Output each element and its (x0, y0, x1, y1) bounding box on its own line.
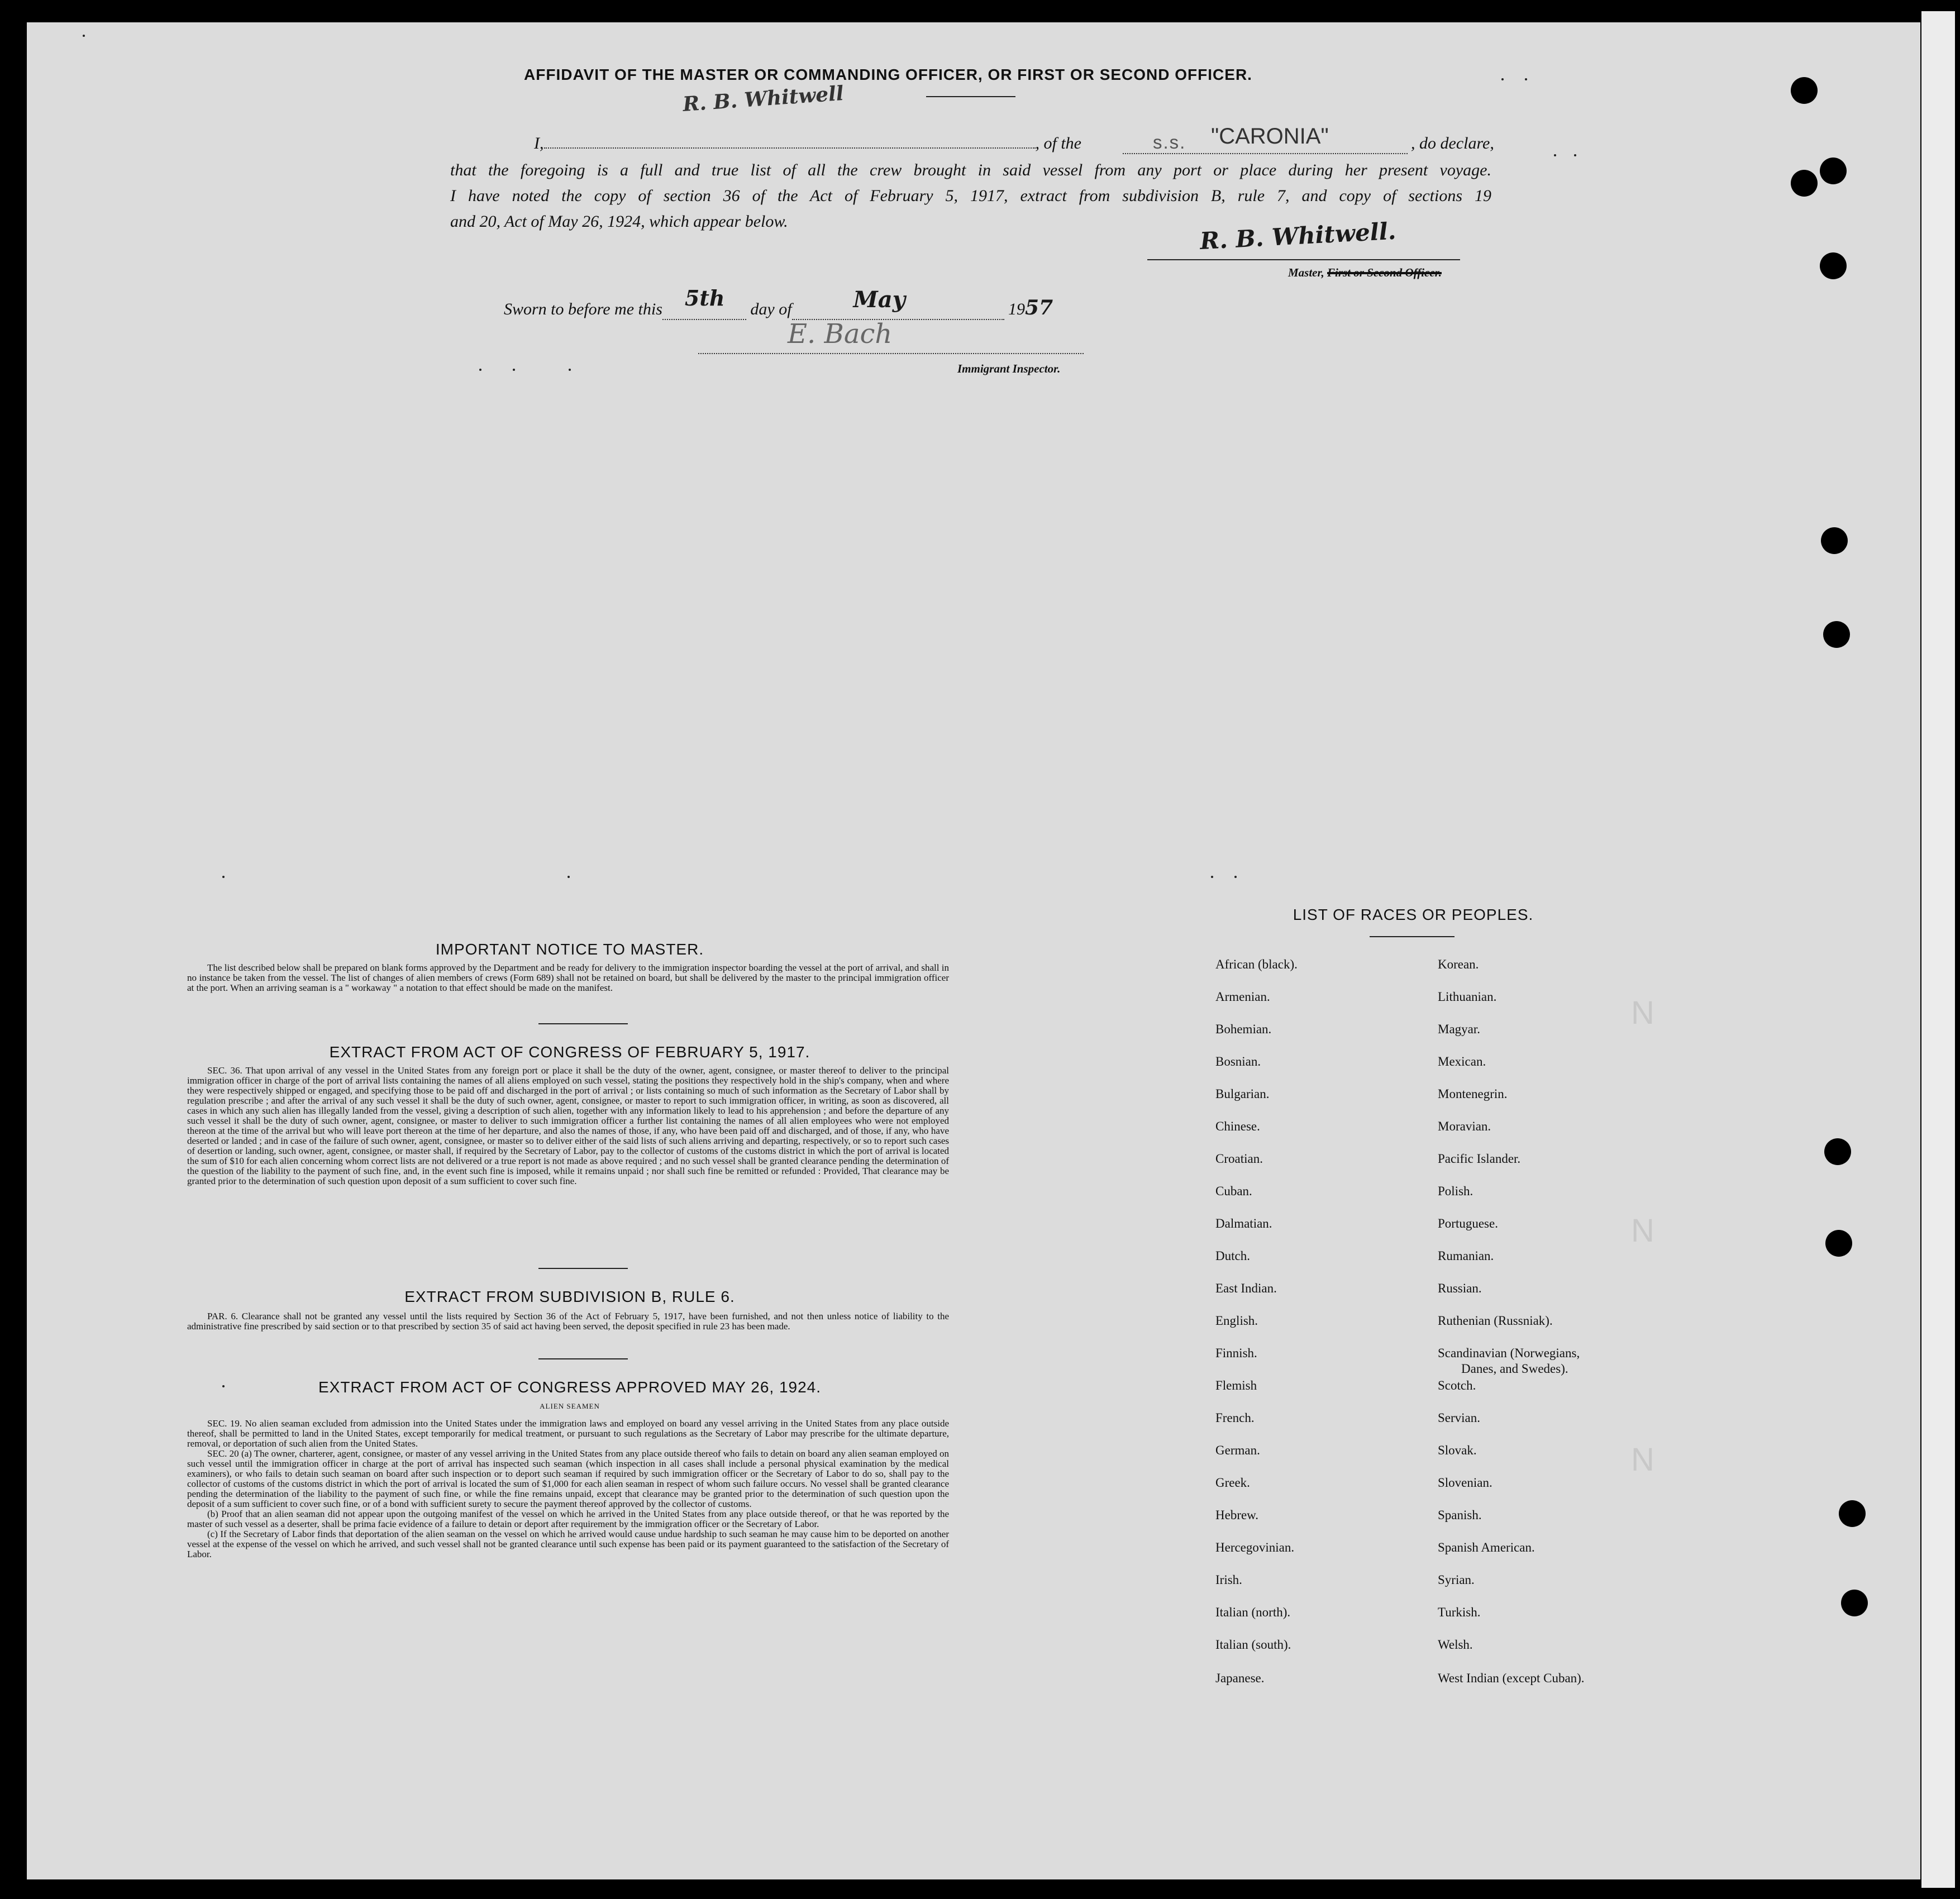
speck (569, 369, 571, 371)
master-label (1288, 266, 1442, 280)
race-left: Irish. (1215, 1573, 1242, 1587)
speck (1525, 78, 1527, 80)
speck (1234, 876, 1237, 878)
extract-1917-title: EXTRACT FROM ACT OF CONGRESS OF FEBRUARY 5, 1917. (329, 1043, 810, 1061)
punch-hole (1791, 170, 1818, 197)
page-edge (1921, 11, 1955, 1888)
sworn-month: May (853, 287, 905, 313)
race-left: Bulgarian. (1215, 1087, 1270, 1101)
extract-rule6-text (187, 1311, 949, 1332)
speck (513, 369, 515, 371)
speck (222, 876, 225, 878)
speck (479, 369, 481, 371)
inspector-signature-line (698, 353, 1084, 354)
punch-hole (1823, 621, 1850, 648)
speck (1554, 154, 1556, 156)
sworn-day-of: day of (750, 300, 792, 318)
sworn-day: 5th (684, 285, 725, 311)
bleed-through-mark: N (1631, 1213, 1654, 1249)
sworn-month-blank (792, 287, 1004, 320)
divider (538, 1268, 628, 1269)
race-right: Moravian. (1438, 1119, 1491, 1133)
race-left: Dutch. (1215, 1249, 1250, 1263)
race-left: East Indian. (1215, 1281, 1277, 1295)
notice-paragraph: The list described below shall be prepared on blank forms approved by the Department and be ready for delivery to the immigration inspector boarding the vessel at the port of arrival, and shall in no instance be taken from the vessel. The list of changes of alien members of crews (Form 689) shall not be retained on board, but shall be delivered by the master to the principal immigration officer at the port. When an arriving seaman is a " workaway " a notation to that effect should be made on the manifest. (187, 962, 949, 993)
race-right: Mexican. (1438, 1055, 1486, 1068)
notice-title: IMPORTANT NOTICE TO MASTER. (435, 941, 704, 958)
race-right: Pacific Islander. (1438, 1152, 1521, 1166)
race-left: Dalmatian. (1215, 1216, 1272, 1230)
punch-hole (1824, 1138, 1851, 1165)
inspector-label: Immigrant Inspector. (957, 362, 1061, 375)
bleed-through-mark: N (1631, 1442, 1654, 1478)
race-left: Bohemian. (1215, 1022, 1272, 1036)
declaration-line-1 (534, 134, 1081, 153)
extract-1917-text (187, 1066, 949, 1186)
race-right: Magyar. (1438, 1022, 1481, 1036)
sworn-prefix: Sworn to before me this (504, 300, 662, 318)
officer-signature-top: R. B. Whitwell (681, 81, 845, 117)
notice-text (187, 963, 949, 993)
declaration-line-2: that the foregoing is a full and true list of all the crew brought in said vessel from any port or place during her present voyage. (450, 161, 1491, 179)
races-title: LIST OF RACES OR PEOPLES. (1293, 906, 1534, 923)
master-label-struck: First or Second Officer. (1327, 266, 1442, 279)
race-right: Scandinavian (Norwegians, (1438, 1346, 1580, 1360)
inspector-signature: E. Bach (788, 318, 893, 350)
race-right: Scotch. (1438, 1378, 1476, 1392)
extract-1924-paragraph: (c) If the Secretary of Labor finds that deportation of the alien seaman on the vessel on which he arrived would cause undue hardship to such seaman he may cause him to be deported on another vessel at the expense of the vessel on which he arrived, and such vessel shall not be granted clearance until such expense has been paid or its payment guaranteed to the satisfaction of the Secretary of Labor. (187, 1529, 949, 1559)
ship-prefix: s.s. (1153, 132, 1186, 152)
race-right: Portuguese. (1438, 1216, 1498, 1230)
race-right: Turkish. (1438, 1605, 1481, 1619)
race-right: Servian. (1438, 1411, 1481, 1425)
race-left: African (black). (1215, 957, 1298, 971)
race-left: English. (1215, 1314, 1258, 1328)
master-label-text: Master, (1288, 266, 1324, 279)
race-left: Italian (south). (1215, 1638, 1291, 1652)
declaration-line-3: I have noted the copy of section 36 of the Act of February 5, 1917, extract from subdivision B, rule 7, and copy of sections 19 (450, 187, 1491, 205)
race-left: Cuban. (1215, 1184, 1252, 1198)
race-right: Welsh. (1438, 1638, 1473, 1652)
punch-hole (1820, 252, 1847, 279)
divider (538, 1023, 628, 1024)
race-left: Japanese. (1215, 1671, 1265, 1685)
race-right: Montenegrin. (1438, 1087, 1508, 1101)
extract-rule6-paragraph: PAR. 6. Clearance shall not be granted any vessel until the lists required by Section 36 of the Act of February 5, 1917, have been furnished, and not then unless notice of liability to the administrative fine prescribed by said section or to that prescribed by section 35 of said act having been served, the deposit specified in rule 23 has been made. (187, 1311, 949, 1332)
master-signature-line (1147, 259, 1460, 260)
declaration-line-4: and 20, Act of May 26, 1924, which appear below. (450, 212, 788, 231)
race-left: Bosnian. (1215, 1055, 1261, 1068)
punch-hole (1820, 158, 1847, 184)
officer-name-blank (544, 147, 1036, 149)
race-right: Slovenian. (1438, 1476, 1492, 1490)
race-left: French. (1215, 1411, 1255, 1425)
race-left: Armenian. (1215, 990, 1270, 1004)
sworn-year-prefix: 19 (1008, 300, 1026, 318)
sworn-year: 57 (1025, 296, 1053, 319)
master-signature: R. B. Whitwell. (1199, 217, 1397, 255)
speck (1501, 78, 1504, 80)
race-right: Russian. (1438, 1281, 1482, 1295)
race-right: Lithuanian. (1438, 990, 1497, 1004)
race-left: Hercegovinian. (1215, 1540, 1295, 1554)
race-left: German. (1215, 1443, 1260, 1457)
extract-1924-text (187, 1419, 949, 1559)
extract-1924-paragraph: SEC. 19. No alien seaman excluded from admission into the United States under the immigration laws and employed on board any vessel arriving in the United States from any place outside thereof, shall be permitted to land in the United States, except temporarily for medical treatment, or pursuant to such regulations as the Secretary of Labor may prescribe for the ultimate departure, removal, or deportation of such alien from the United States. (187, 1418, 949, 1449)
speck (1574, 154, 1576, 156)
declaration-do-declare: , do declare, (1411, 134, 1494, 152)
punch-hole (1839, 1500, 1866, 1527)
divider (538, 1358, 628, 1359)
sworn-day-blank (662, 285, 746, 320)
race-left: Hebrew. (1215, 1508, 1259, 1522)
race-right: Rumanian. (1438, 1249, 1494, 1263)
punch-hole (1791, 77, 1818, 104)
sworn-line (504, 285, 1053, 320)
punch-hole (1825, 1230, 1852, 1257)
race-right: Danes, and Swedes). (1461, 1362, 1568, 1376)
race-left: Flemish (1215, 1378, 1257, 1392)
divider (1370, 936, 1454, 937)
race-left: Greek. (1215, 1476, 1250, 1490)
extract-1924-subtitle: ALIEN SEAMEN (540, 1402, 600, 1410)
declaration-of-the: , of the (1035, 134, 1081, 152)
race-left: Chinese. (1215, 1119, 1260, 1133)
race-right: Spanish American. (1438, 1540, 1535, 1554)
race-right: Spanish. (1438, 1508, 1482, 1522)
speck (83, 35, 85, 37)
divider (926, 96, 1015, 97)
bleed-through-mark: N (1631, 995, 1654, 1031)
punch-hole (1821, 527, 1848, 554)
extract-1917-paragraph: SEC. 36. That upon arrival of any vessel in the United States from any foreign port or place it shall be the duty of the owner, agent, consignee, or master thereof to deliver to the principal immigration officer in charge of the port of arrival lists containing the names of all aliens employed on such vessel, stating the positions they respectively hold in the ship's company, when and where they were respectively shipped or engaged, and specifying those to be paid off and discharged in the port of arrival ; or lists containing so much of such information as the Secretary of Labor shall by regulation prescribe ; and after the arrival of any such vessel it shall be the duty of such owner, agent, consignee, or master to report to such immigration officer, in writing, as soon as discovered, all cases in which any such alien has illegally landed from the vessel, giving a description of such alien, together with any information likely to lead to his apprehension ; and before the departure of any such vessel it shall be the duty of such owner, agent, consignee, or master to deliver to such immigration officer a further list containing the names of all alien employees who were not employed thereon at the time of the arrival but who will leave port thereon at the time of her departure, and also the names of those, if any, who have been paid off and discharged, and of those, if any, who have deserted or landed ; and in case of the failure of such owner, agent, consignee, or master so to deliver either of the said lists of such aliens arriving and departing, respectively, or so to report such cases of desertion or landing, such owner, agent, consignee, or master shall, if required by the Secretary of Labor, pay to the collector of customs of the customs district in which the port of arrival is located the sum of $10 for each alien concerning whom correct lists are not delivered or a true report is not made as above required ; and no such vessel shall be granted clearance pending the determination of the question of the liability to the payment of such fine, and, in the event such fine is imposed, while it remains unpaid ; nor shall such fine be remitted or refunded : Provided, That clearance may be granted prior to the determination of such question upon deposit of a sum sufficient to cover such fine. (187, 1065, 949, 1186)
race-right: Ruthenian (Russniak). (1438, 1314, 1553, 1328)
race-right: Polish. (1438, 1184, 1473, 1198)
race-right: Korean. (1438, 957, 1479, 971)
race-left: Croatian. (1215, 1152, 1263, 1166)
extract-rule6-title: EXTRACT FROM SUBDIVISION B, RULE 6. (404, 1288, 735, 1305)
affidavit-title: AFFIDAVIT OF THE MASTER OR COMMANDING OFFICER, OR FIRST OR SECOND OFFICER. (524, 66, 1252, 83)
speck (568, 876, 570, 878)
ship-name: "CARONIA" (1211, 124, 1329, 149)
declaration-i: I, (534, 134, 544, 152)
race-left: Finnish. (1215, 1346, 1257, 1360)
extract-1924-paragraph: (b) Proof that an alien seaman did not appear upon the outgoing manifest of the vessel on which he arrived in the United States from any place outside thereof, or that he was reported by the master of such vessel as a deserter, shall be prima facie evidence of a failure to detain or deport after requirement by the immigration officer or the Secretary of Labor. (187, 1509, 949, 1529)
race-right: West Indian (except Cuban). (1438, 1671, 1585, 1685)
race-right: Slovak. (1438, 1443, 1477, 1457)
punch-hole (1841, 1590, 1868, 1616)
speck (1211, 876, 1213, 878)
extract-1924-title: EXTRACT FROM ACT OF CONGRESS APPROVED MAY 26, 1924. (318, 1378, 822, 1396)
race-right: Syrian. (1438, 1573, 1475, 1587)
extract-1924-paragraph: SEC. 20 (a) The owner, charterer, agent, consignee, or master of any vessel arriving in the United States from any place outside thereof who fails to detain on board any alien seaman employed on such vessel until the immigration officer in charge at the port of arrival has inspected such seaman (which inspection in all cases shall include a personal physical examination by the medical examiners), or who fails to detain such seaman on board after such inspection or to deport such seaman if required by such immigration officer or the Secretary of Labor to do so, shall pay to the collector of customs of the customs district in which the port of arrival is located the sum of $1,000 for each alien seaman in respect of whom such failure occurs. No vessel shall be granted clearance pending the determination of the liability to the payment of such fine, or while the fine remains unpaid, except that clearance may be granted prior to the determination of such question upon the deposit of a sum sufficient to cover such fine, or of a bond with sufficient surety to secure the payment thereof approved by the collector of customs. (187, 1448, 949, 1509)
race-left: Italian (north). (1215, 1605, 1291, 1619)
